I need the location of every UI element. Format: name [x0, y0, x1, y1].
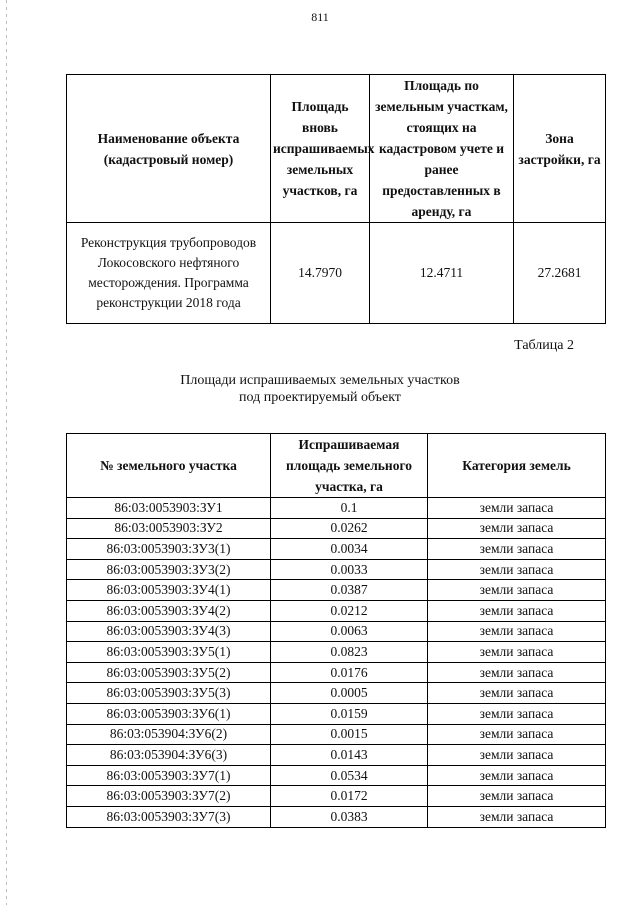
requested-area-cell: 0.0176 [271, 662, 428, 683]
header-new-area: Площадь вновь испрашиваемых земельных участков, га [271, 75, 370, 223]
requested-area-cell: 0.0172 [271, 786, 428, 807]
requested-area-cell: 0.0383 [271, 806, 428, 827]
requested-area-cell: 0.0159 [271, 703, 428, 724]
plot-number-cell: 86:03:0053903:ЗУ7(3) [67, 806, 271, 827]
plot-number-cell: 86:03:0053903:ЗУ2 [67, 518, 271, 539]
requested-area-cell: 0.0387 [271, 580, 428, 601]
land-category-cell: земли запаса [428, 683, 606, 704]
plot-number-cell: 86:03:053904:ЗУ6(2) [67, 724, 271, 745]
plot-number-cell: 86:03:0053903:ЗУ3(1) [67, 539, 271, 560]
table-caption: Таблица 2 [514, 338, 574, 353]
scan-edge [6, 0, 7, 905]
zone-value: 27.2681 [514, 223, 606, 324]
land-category-cell: земли запаса [428, 806, 606, 827]
header-zone: Зона застройки, га [514, 75, 606, 223]
plot-number-cell: 86:03:0053903:ЗУ5(1) [67, 642, 271, 663]
table-row [67, 498, 606, 519]
requested-area-cell: 0.0005 [271, 683, 428, 704]
plot-number-cell: 86:03:0053903:ЗУ6(1) [67, 703, 271, 724]
table-row [67, 621, 606, 642]
land-category-cell: земли запаса [428, 580, 606, 601]
table-row [67, 683, 606, 704]
land-category-cell: земли запаса [428, 745, 606, 766]
table2-header-row [67, 434, 606, 498]
table-row [67, 600, 606, 621]
land-category-cell: земли запаса [428, 498, 606, 519]
page-number: 811 [311, 10, 329, 24]
plot-number-cell: 86:03:0053903:ЗУ7(1) [67, 765, 271, 786]
table-row [67, 786, 606, 807]
plot-number-cell: 86:03:0053903:ЗУ1 [67, 498, 271, 519]
requested-area-cell: 0.0262 [271, 518, 428, 539]
land-category-cell: земли запаса [428, 786, 606, 807]
table-row [67, 539, 606, 560]
table1-header-row [67, 75, 606, 223]
table-row [67, 518, 606, 539]
plot-number-cell: 86:03:0053903:ЗУ4(3) [67, 621, 271, 642]
land-category-cell: земли запаса [428, 621, 606, 642]
requested-area-cell: 0.0063 [271, 621, 428, 642]
land-category-cell: земли запаса [428, 559, 606, 580]
requested-area-cell: 0.0034 [271, 539, 428, 560]
plot-number-cell: 86:03:0053903:ЗУ7(2) [67, 786, 271, 807]
land-category-cell: земли запаса [428, 518, 606, 539]
table-row [67, 580, 606, 601]
plot-number-cell: 86:03:0053903:ЗУ4(2) [67, 600, 271, 621]
new-area-value: 14.7970 [271, 223, 370, 324]
land-category-cell: земли запаса [428, 765, 606, 786]
table-row [67, 642, 606, 663]
requested-area-cell: 0.0823 [271, 642, 428, 663]
header-object-name: Наименование объекта (кадастровый номер) [67, 75, 271, 223]
table-title [0, 372, 640, 406]
objects-table [66, 74, 606, 324]
title-line-2: под проектируемый объект [239, 390, 401, 405]
plot-number-cell: 86:03:0053903:ЗУ3(2) [67, 559, 271, 580]
header-plot-number: № земельного участка [67, 434, 271, 498]
registered-area-value: 12.4711 [370, 223, 514, 324]
requested-area-cell: 0.0143 [271, 745, 428, 766]
land-category-cell: земли запаса [428, 724, 606, 745]
table-row [67, 223, 606, 324]
table-row [67, 559, 606, 580]
table-row [67, 745, 606, 766]
plot-number-cell: 86:03:0053903:ЗУ5(2) [67, 662, 271, 683]
table-row [67, 806, 606, 827]
table-row [67, 724, 606, 745]
plot-number-cell: 86:03:053904:ЗУ6(3) [67, 745, 271, 766]
land-plots-table [66, 433, 606, 828]
plot-number-cell: 86:03:0053903:ЗУ4(1) [67, 580, 271, 601]
requested-area-cell: 0.1 [271, 498, 428, 519]
table-row [67, 662, 606, 683]
plot-number-cell: 86:03:0053903:ЗУ5(3) [67, 683, 271, 704]
land-category-cell: земли запаса [428, 703, 606, 724]
requested-area-cell: 0.0033 [271, 559, 428, 580]
table-row [67, 703, 606, 724]
land-category-cell: земли запаса [428, 539, 606, 560]
requested-area-cell: 0.0015 [271, 724, 428, 745]
header-requested-area: Испрашиваемая площадь земельного участка, га [271, 434, 428, 498]
land-category-cell: земли запаса [428, 662, 606, 683]
title-line-1: Площади испрашиваемых земельных участков [180, 373, 460, 388]
requested-area-cell: 0.0534 [271, 765, 428, 786]
header-land-category: Категория земель [428, 434, 606, 498]
table-row [67, 765, 606, 786]
land-category-cell: земли запаса [428, 600, 606, 621]
object-name: Реконструкция трубопроводов Локосовского нефтяного месторождения. Программа реконструкции 2018 года [67, 223, 271, 324]
land-category-cell: земли запаса [428, 642, 606, 663]
header-registered-area: Площадь по земельным участкам, стоящих на кадастровом учете и ранее предоставленных в аренду, га [370, 75, 514, 223]
requested-area-cell: 0.0212 [271, 600, 428, 621]
table2-body [67, 498, 606, 828]
